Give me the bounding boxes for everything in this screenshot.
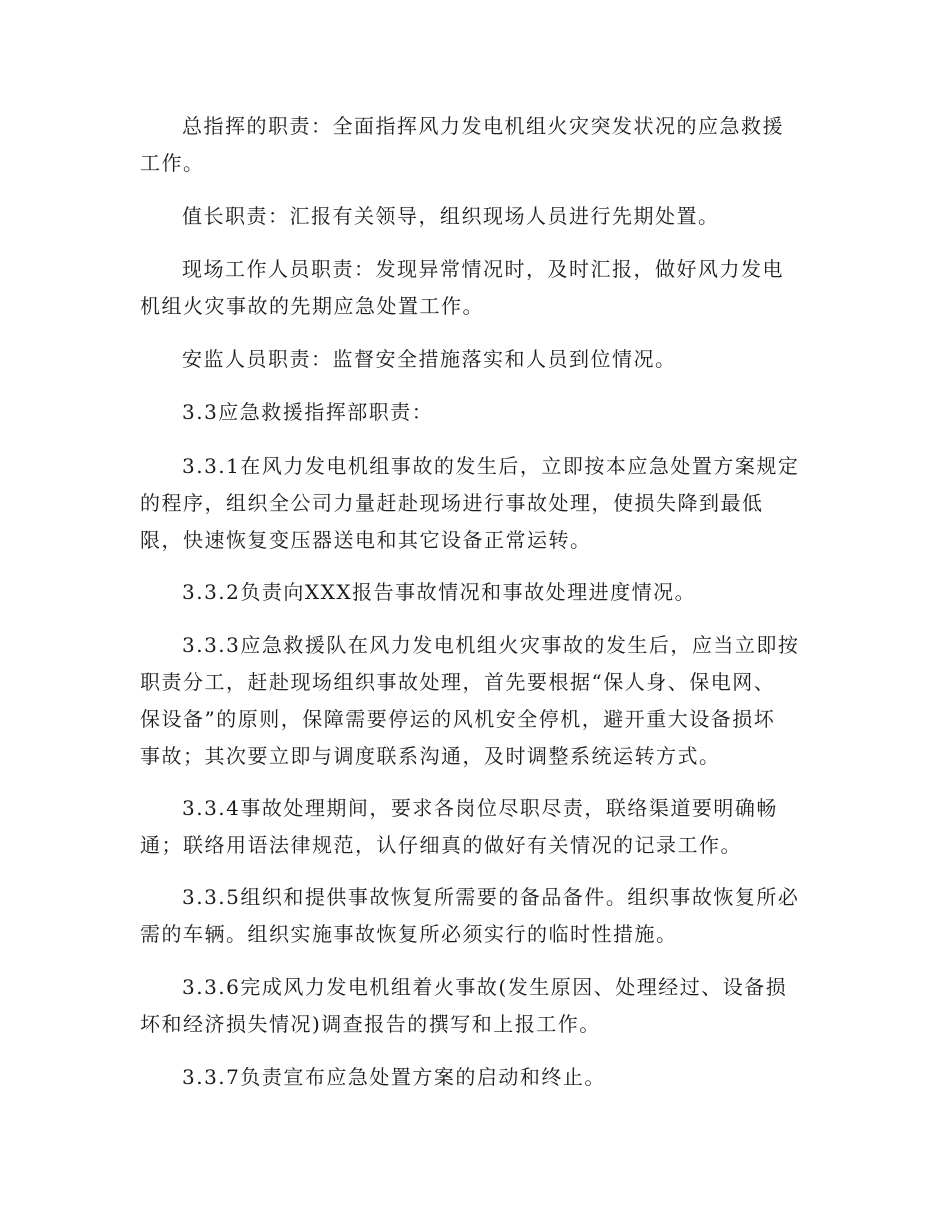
text-line: 保设备”的原则，保障需要停运的风机安全停机，避开重大设备损坏 (140, 707, 776, 731)
text-line: 3.3应急救援指挥部职责： (182, 400, 434, 424)
para-shift-leader (140, 198, 812, 235)
text-line: 安监人员职责：监督安全措施落实和人员到位情况。 (182, 347, 677, 371)
text-line: 通；联络用语法律规范，认仔细真的做好有关情况的记录工作。 (140, 833, 742, 857)
para-field-staff (140, 251, 812, 325)
para-safety-supervisor (140, 341, 812, 378)
para-3-3-6 (140, 969, 812, 1043)
text-line: 值长职责：汇报有关领导，组织现场人员进行先期处置。 (182, 204, 720, 228)
text-line: 3.3.6完成风力发电机组着火事故(发生原因、处理经过、设备损 (182, 975, 788, 999)
para-general-commander (140, 108, 812, 182)
text-line: 3.3.3应急救援队在风力发电机组火灾事故的发生后，应当立即按 (182, 633, 800, 657)
para-3-3-1 (140, 448, 812, 559)
text-line: 现场工作人员职责：发现异常情况时，及时汇报，做好风力发电 (182, 257, 784, 281)
text-line: 3.3.2负责向XXX报告事故情况和事故处理进度情况。 (182, 580, 697, 604)
text-line: 坏和经济损失情况)调查报告的撰写和上报工作。 (140, 1012, 601, 1036)
text-line: 的程序，组织全公司力量赶赴现场进行事故处理，使损失降到最低 (140, 491, 764, 515)
text-line: 总指挥的职责：全面指挥风力发电机组火灾突发状况的应急救援 (182, 114, 784, 138)
text-line: 3.3.1在风力发电机组事故的发生后，立即按本应急处置方案规定 (182, 454, 800, 478)
text-line: 工作。 (140, 151, 205, 175)
text-line: 职责分工，赶赴现场组织事故处理，首先要根据“保人身、保电网、 (140, 670, 776, 694)
para-3-3-4 (140, 790, 812, 864)
heading-3-3 (140, 394, 812, 431)
para-3-3-3 (140, 627, 812, 775)
para-3-3-7 (140, 1059, 812, 1096)
text-line: 3.3.7负责宣布应急处置方案的启动和终止。 (182, 1065, 606, 1089)
text-line: 需的车辆。组织实施事故恢复所必须实行的临时性措施。 (140, 922, 678, 946)
text-line: 3.3.5组织和提供事故恢复所需要的备品备件。组织事故恢复所必 (182, 885, 800, 909)
para-3-3-2 (140, 574, 812, 611)
para-3-3-5 (140, 879, 812, 953)
text-line: 事故；其次要立即与调度联系沟通，及时调整系统运转方式。 (140, 744, 721, 768)
text-line: 3.3.4事故处理期间，要求各岗位尽职尽责，联络渠道要明确畅 (182, 796, 778, 820)
text-line: 限，快速恢复变压器送电和其它设备正常运转。 (140, 528, 592, 552)
text-line: 机组火灾事故的先期应急处置工作。 (140, 294, 484, 318)
